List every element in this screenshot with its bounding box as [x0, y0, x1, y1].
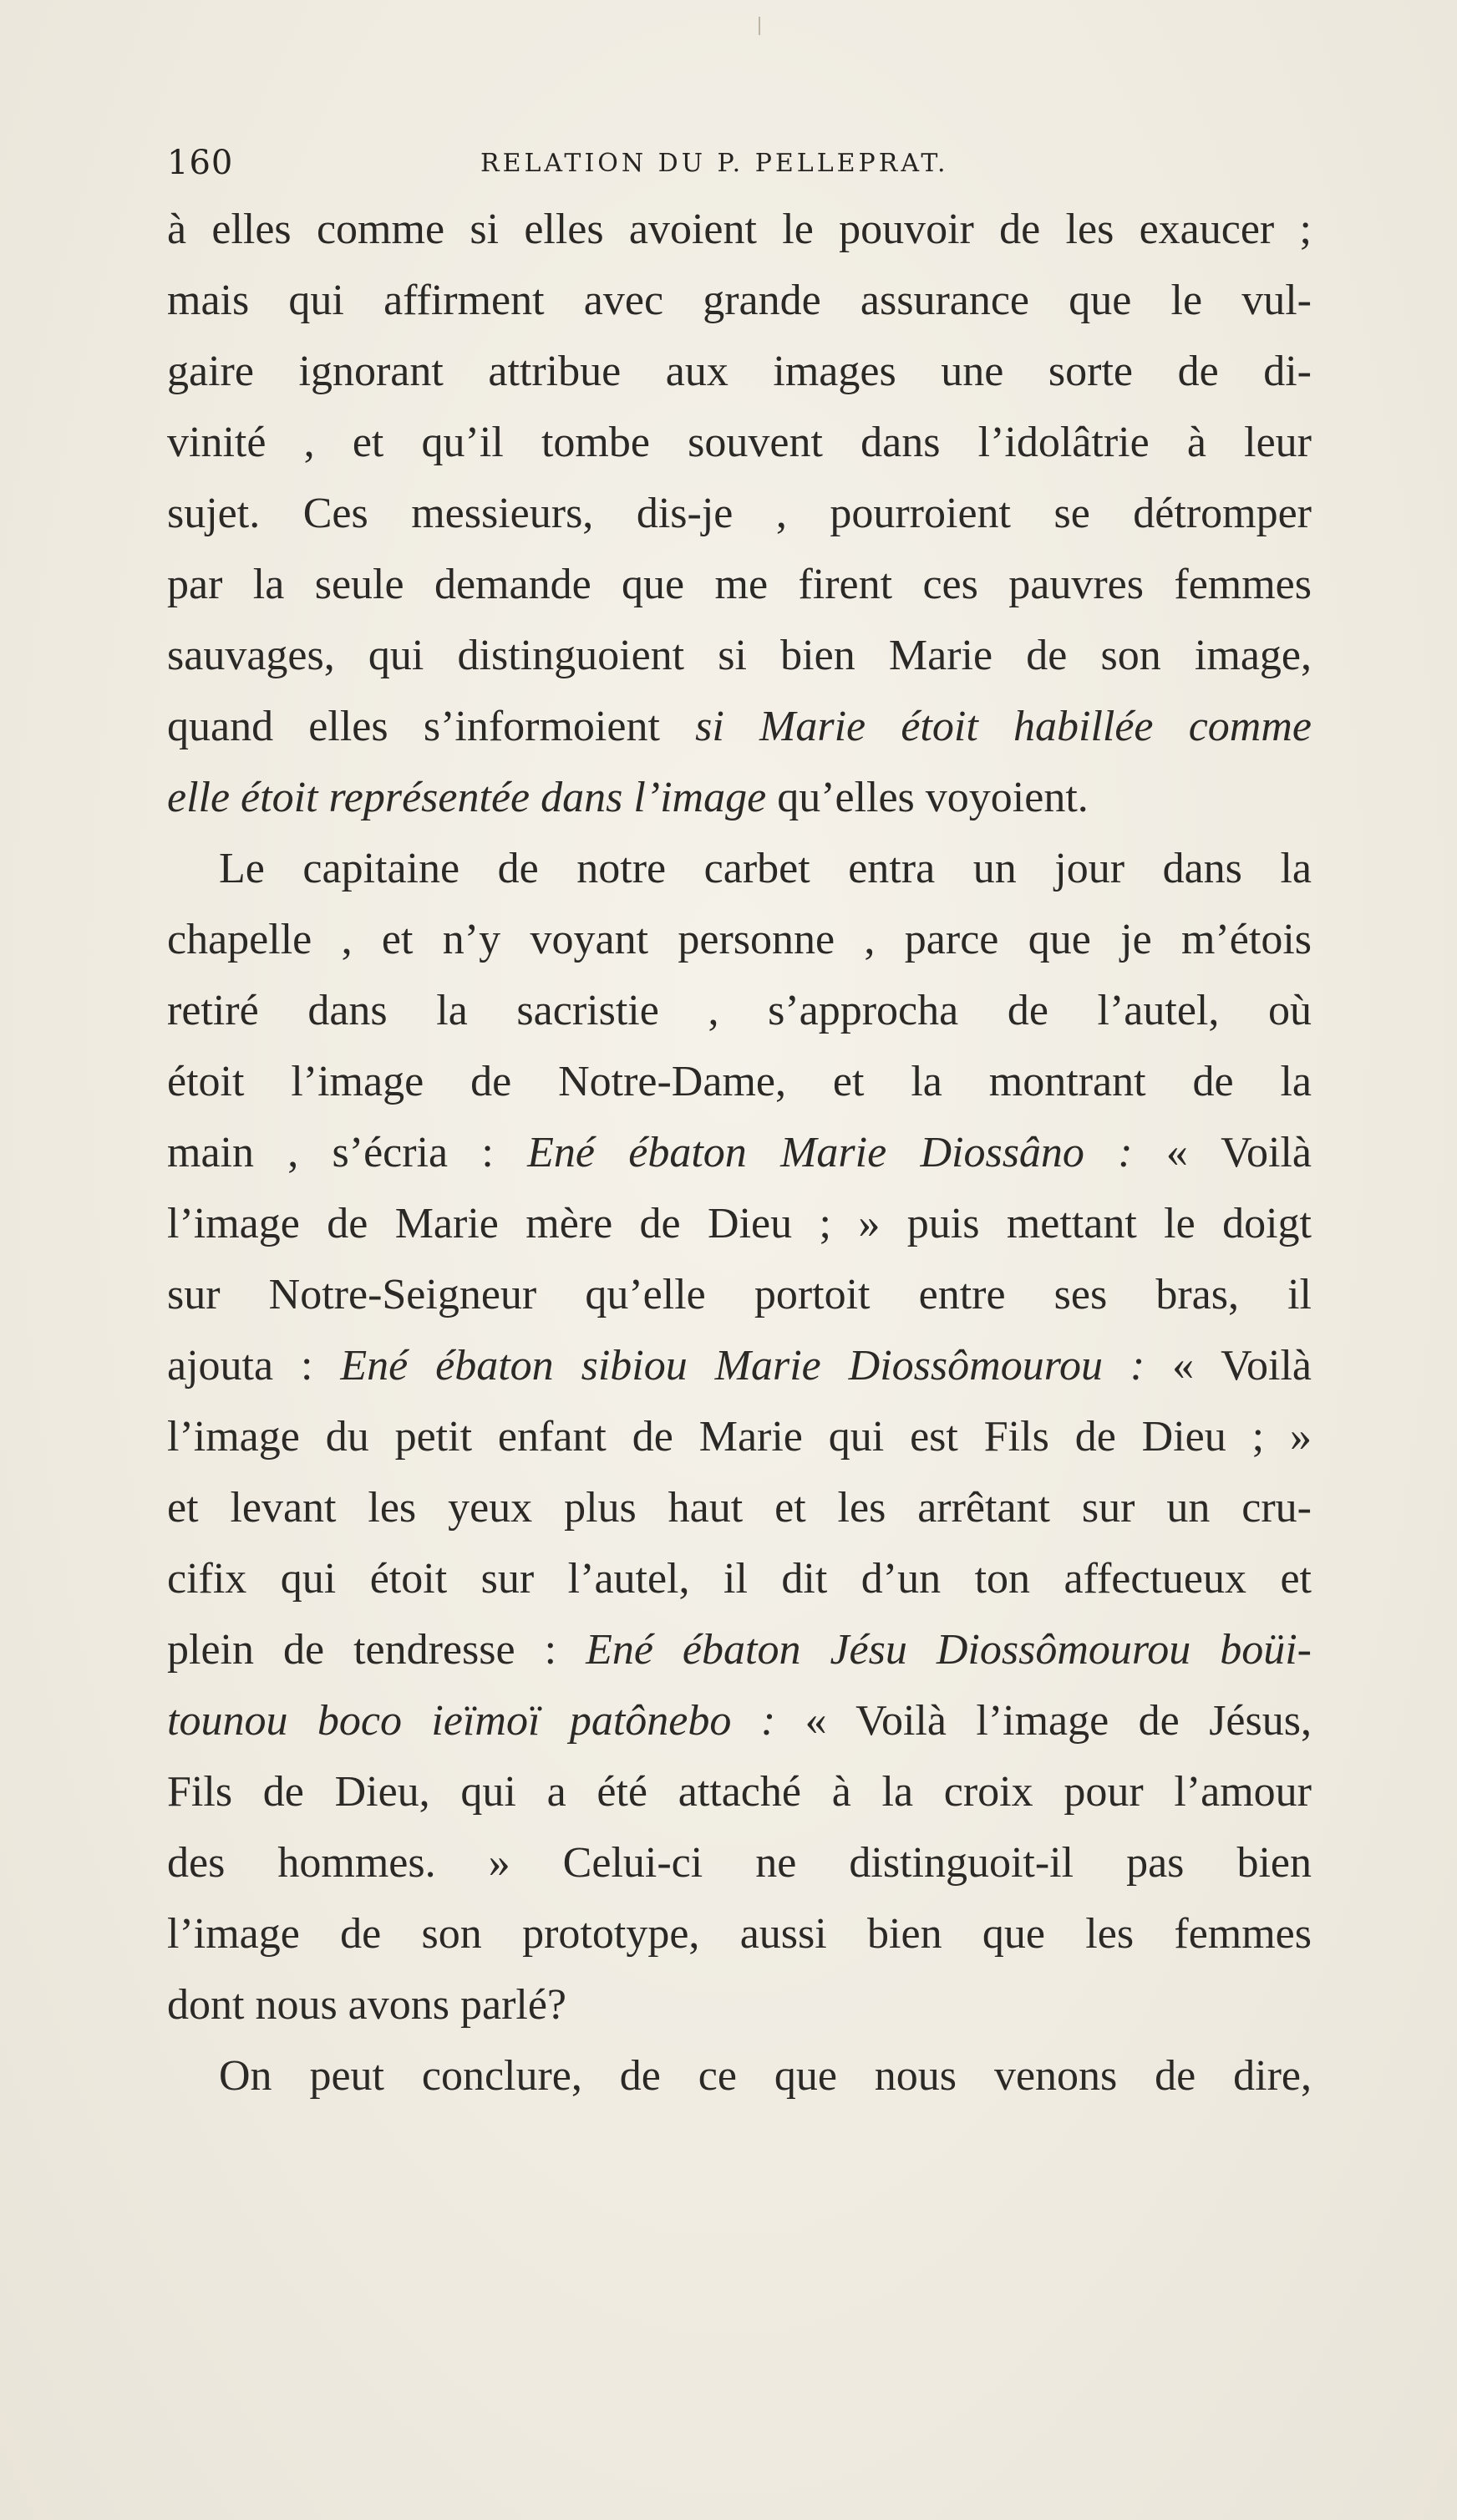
text-line [167, 904, 1312, 975]
text-segment: à elles comme si elles avoient le pouvoir de les exaucer ; [167, 206, 1312, 253]
running-head: RELATION DU P. PELLEPRAT. [480, 149, 949, 178]
text-line [167, 1472, 1312, 1543]
text-line [167, 691, 1312, 762]
text-line [167, 407, 1312, 478]
text-line [167, 1827, 1312, 1898]
text-segment: main , s’écria : [167, 1129, 528, 1176]
text-segment: sujet. Ces messieurs, dis-je , pourroient se détromper [167, 490, 1312, 537]
text-segment: Fils de Dieu, qui a été attaché à la croix pour l’amour [167, 1768, 1312, 1816]
text-segment: chapelle , et n’y voyant personne , parce que je m’étois [167, 916, 1312, 963]
text-segment: sur Notre-Seigneur qu’elle portoit entre ses bras, il [167, 1271, 1312, 1318]
text-line [167, 265, 1312, 336]
text-line [167, 1401, 1312, 1472]
page-header [167, 144, 1312, 194]
text-segment: des hommes. » Celui-ci ne distinguoit-il pas bien [167, 1839, 1312, 1887]
text-segment: qu’elles voyoient. [766, 774, 1089, 821]
text-line [167, 336, 1312, 407]
italic-text: Ené ébaton Marie Diossâno : [527, 1129, 1133, 1176]
text-line [167, 1046, 1312, 1117]
text-segment: mais qui affirment avec grande assurance que le vul- [167, 277, 1312, 324]
text-line [167, 1685, 1312, 1756]
text-segment: vinité , et qu’il tombe souvent dans l’idolâtrie à leur [167, 419, 1312, 466]
text-segment: On peut conclure, de ce que nous venons de dire, [219, 2052, 1312, 2100]
text-segment: Le capitaine de notre carbet entra un jour dans la [219, 845, 1312, 892]
text-line [167, 1188, 1312, 1259]
text-line [167, 478, 1312, 549]
italic-text: elle étoit représentée dans l’image [167, 774, 767, 821]
text-line [167, 1259, 1312, 1330]
text-segment: étoit l’image de Notre-Dame, et la montrant de la [167, 1058, 1312, 1105]
text-line [167, 1756, 1312, 1827]
text-line [167, 1898, 1312, 1969]
italic-text: tounou boco ieïmoï patônebo : [167, 1697, 776, 1745]
text-line [167, 1969, 1312, 2040]
text-line [167, 1614, 1312, 1685]
text-segment: cifix qui étoit sur l’autel, il dit d’un ton affectueux et [167, 1555, 1312, 1603]
body-text [167, 194, 1312, 2111]
text-segment: l’image de Marie mère de Dieu ; » puis mettant le doigt [167, 1200, 1312, 1247]
page-number: 160 [167, 144, 234, 182]
text-segment: quand elles s’informoient [167, 703, 696, 750]
text-segment: gaire ignorant attribue aux images une sorte de di- [167, 348, 1312, 395]
text-line [167, 549, 1312, 620]
text-segment: l’image du petit enfant de Marie qui est Fils de Dieu ; » [167, 1413, 1312, 1461]
text-line [167, 2040, 1312, 2111]
text-line [167, 194, 1312, 265]
binding-mark [759, 17, 760, 35]
italic-text: si Marie étoit habillée comme [695, 703, 1312, 750]
text-line [167, 1117, 1312, 1188]
text-segment: plein de tendresse : [167, 1626, 586, 1674]
italic-text: Ené ébaton Jésu Diossômourou boüi- [586, 1626, 1312, 1674]
text-segment: « Voilà [1132, 1129, 1312, 1176]
text-segment: « Voilà l’image de Jésus, [775, 1697, 1312, 1745]
text-line [167, 1543, 1312, 1614]
text-segment: ajouta : [167, 1342, 341, 1390]
text-line [167, 833, 1312, 904]
text-segment: retiré dans la sacristie , s’approcha de l’autel, où [167, 987, 1312, 1034]
text-segment: et levant les yeux plus haut et les arrêtant sur un cru- [167, 1484, 1312, 1532]
text-segment: sauvages, qui distinguoient si bien Marie de son image, [167, 632, 1312, 679]
text-segment: dont nous avons parlé? [167, 1981, 567, 2029]
text-segment: par la seule demande que me firent ces pauvres femmes [167, 561, 1312, 608]
text-line [167, 1330, 1312, 1401]
italic-text: Ené ébaton sibiou Marie Diossômourou : [340, 1342, 1145, 1390]
text-line [167, 762, 1312, 833]
text-line [167, 975, 1312, 1046]
text-segment: l’image de son prototype, aussi bien que les femmes [167, 1910, 1312, 1958]
text-segment: « Voilà [1145, 1342, 1312, 1390]
text-line [167, 620, 1312, 691]
